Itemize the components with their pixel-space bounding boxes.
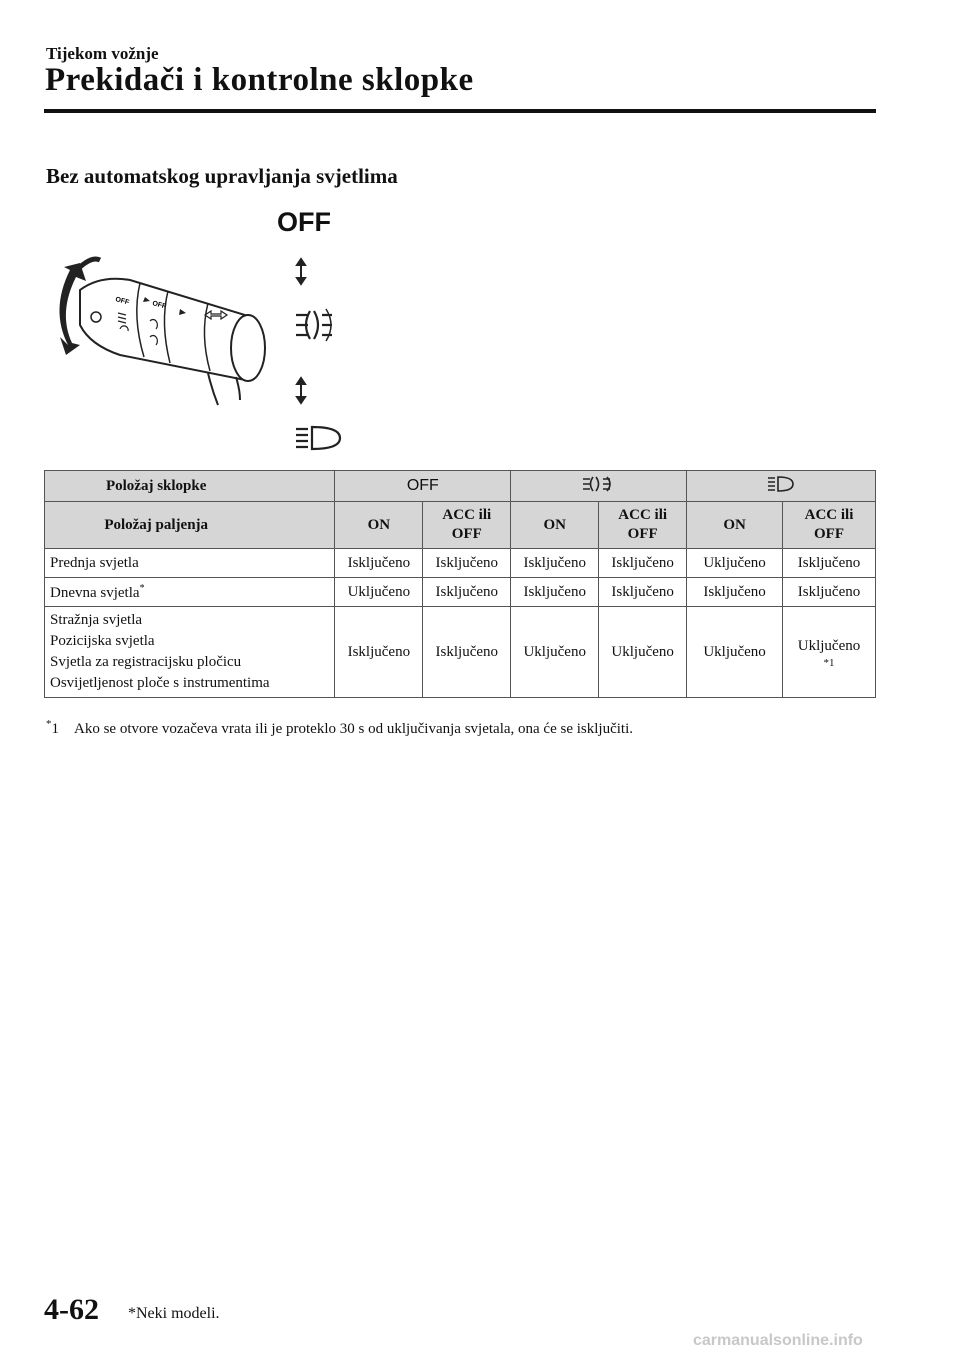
status-cell: Uključeno *1 <box>783 607 876 698</box>
row-label-multiline: Stražnja svjetla Pozicijska svjetla Svjetla za registracijsku pločicu Osvijetljenost ploče s instrumentima <box>45 607 335 698</box>
row-label: Dnevna svjetla* <box>45 578 335 607</box>
status-cell: Isključeno <box>599 549 687 578</box>
parking-lights-icon <box>582 476 616 492</box>
page-number: 4-62 <box>44 1293 99 1326</box>
status-cell: Isključeno <box>599 578 687 607</box>
position-arrow-lower <box>297 378 305 403</box>
row-label: Prednja svjetla <box>45 549 335 578</box>
ignition-cell: ACC ili OFF <box>783 502 876 549</box>
section-label: Tijekom vožnje <box>46 44 159 63</box>
status-cell: Isključeno <box>511 578 599 607</box>
status-cell: Isključeno <box>423 549 511 578</box>
ignition-cell: ON <box>335 502 423 549</box>
footnote <box>46 718 633 738</box>
switch-position-label: Položaj sklopke <box>45 471 335 502</box>
footnote-mark: * <box>46 718 52 730</box>
status-cell: Isključeno <box>783 578 876 607</box>
status-cell: Uključeno <box>511 607 599 698</box>
status-cell: Isključeno <box>783 549 876 578</box>
ignition-position-label: Položaj paljenja <box>45 502 335 549</box>
switch-position-row <box>45 471 876 502</box>
light-status-table <box>44 470 876 698</box>
stalk-off-label-2: OFF <box>151 300 167 311</box>
page-title: Prekidači i kontrolne sklopke <box>45 62 474 98</box>
status-cell: Isključeno <box>687 578 783 607</box>
status-cell: Isključeno <box>423 607 511 698</box>
table-row <box>45 578 876 607</box>
footnote-ref: *1 <box>823 656 835 669</box>
status-cell: Uključeno <box>335 578 423 607</box>
title-rule <box>44 109 876 113</box>
headlights-icon <box>296 427 340 449</box>
some-models-mark: * <box>139 582 145 594</box>
status-cell: Uključeno <box>687 549 783 578</box>
ignition-cell: ACC ili OFF <box>599 502 687 549</box>
switch-parking-header <box>511 471 687 502</box>
off-position-label: OFF <box>277 207 331 237</box>
footnote-text: Ako se otvore vozačeva vrata ili je proteklo 30 s od uključivanja svjetala, ona će se isključiti. <box>74 721 633 737</box>
subsection-title: Bez automatskog upravljanja svjetlima <box>46 164 398 188</box>
status-cell: Uključeno <box>599 607 687 698</box>
switch-headlights-header <box>687 471 876 502</box>
position-arrow-upper <box>297 259 305 284</box>
ignition-cell: ACC ili OFF <box>423 502 511 549</box>
models-note: *Neki modeli. <box>128 1305 220 1322</box>
ignition-cell: ON <box>511 502 599 549</box>
ignition-cell: ON <box>687 502 783 549</box>
status-cell: Isključeno <box>335 549 423 578</box>
table-row <box>45 607 876 698</box>
ignition-position-row <box>45 502 876 549</box>
table-row <box>45 549 876 578</box>
watermark: carmanualsonline.info <box>693 1332 863 1349</box>
light-switch-illustration <box>40 205 360 460</box>
status-cell: Isključeno <box>335 607 423 698</box>
status-cell: Isključeno <box>511 549 599 578</box>
status-cell: Uključeno <box>687 607 783 698</box>
switch-off-header: OFF <box>335 471 511 502</box>
headlights-icon <box>767 476 795 492</box>
parking-lights-icon <box>296 309 332 341</box>
stalk-off-label: OFF <box>114 296 130 307</box>
status-cell: Isključeno <box>423 578 511 607</box>
footnote-number: 1 <box>51 721 59 737</box>
